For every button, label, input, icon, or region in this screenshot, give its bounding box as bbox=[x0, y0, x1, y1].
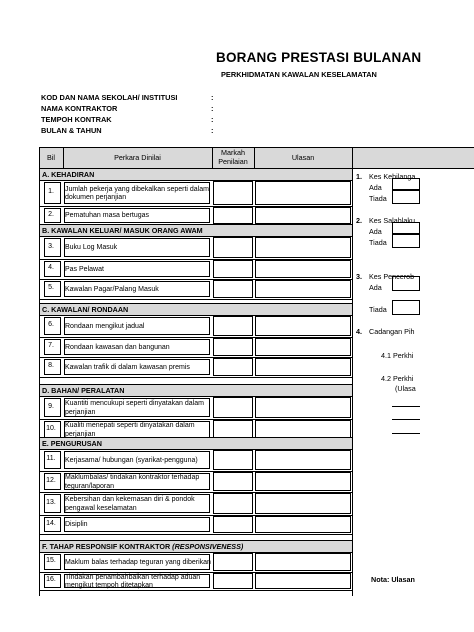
row-number-box bbox=[44, 421, 61, 438]
row-item-box bbox=[64, 208, 210, 223]
ulasan-input-cell[interactable] bbox=[255, 358, 351, 376]
row-number-box bbox=[44, 574, 61, 588]
row-item-text: Kebersihan dan kekemasan diri & pondok pengawal keselamatan bbox=[65, 496, 195, 512]
markah-input-cell[interactable] bbox=[213, 280, 253, 298]
row-number: 16. bbox=[46, 576, 56, 583]
markah-input-cell[interactable] bbox=[213, 338, 253, 356]
side-q4-label: Cadangan Pih bbox=[369, 327, 415, 336]
row-item-box bbox=[64, 281, 210, 297]
side-header-band bbox=[352, 147, 474, 168]
section-title: B. KAWALAN KELUAR/ MASUK ORANG AWAM bbox=[42, 226, 203, 235]
section-border-bottom bbox=[39, 449, 352, 450]
row-item-box bbox=[64, 359, 210, 375]
header-column-divider bbox=[212, 147, 213, 168]
row-item-text: Rondaan mengikut jadual bbox=[65, 322, 145, 330]
side-header-border-bottom bbox=[352, 168, 474, 169]
row-number-box bbox=[44, 238, 61, 257]
ulasan-input-cell[interactable] bbox=[255, 316, 351, 336]
col-header-bil: Bil bbox=[47, 153, 55, 162]
row-number-box bbox=[44, 208, 61, 223]
row-number: 5. bbox=[48, 284, 54, 291]
row-number: 13. bbox=[46, 498, 56, 506]
ulasan-input-cell[interactable] bbox=[255, 450, 351, 470]
row-number: 8. bbox=[48, 362, 54, 369]
row-number: 4. bbox=[48, 264, 54, 271]
section-title-emphasis: (RESPONSIVENESS) bbox=[170, 542, 244, 551]
side-q1-ada-box[interactable] bbox=[392, 178, 420, 190]
side-q2-tiada: Tiada bbox=[369, 238, 387, 247]
row-item-box bbox=[64, 574, 210, 588]
side-q3-label: Kes Pencerob bbox=[369, 272, 415, 281]
row-divider bbox=[39, 377, 352, 378]
markah-input-cell[interactable] bbox=[213, 181, 253, 205]
table-border-top bbox=[39, 147, 352, 148]
section-border-bottom bbox=[39, 396, 352, 397]
row-item-text: Kualiti menepati seperti dinyatakan dalam perjanjian bbox=[65, 422, 195, 438]
row-number-box bbox=[44, 517, 61, 532]
ulasan-input-cell[interactable] bbox=[255, 397, 351, 418]
row-number-box bbox=[44, 451, 61, 469]
row-item-box bbox=[64, 182, 210, 204]
form-subtitle: PERKHIDMATAN KAWALAN KESELAMATAN bbox=[221, 70, 377, 79]
ulasan-input-cell[interactable] bbox=[255, 338, 351, 356]
col-header-markah: Markah Penilaian bbox=[218, 148, 248, 166]
side-header-border-top bbox=[352, 147, 474, 148]
section-title: F. TAHAP RESPONSIF KONTRAKTOR (RESPONSIVENESS) bbox=[42, 542, 244, 551]
row-divider bbox=[39, 534, 352, 535]
row-item-box bbox=[64, 494, 210, 513]
row-item-text: Rondaan kawasan dan bangunan bbox=[65, 343, 170, 351]
row-item-text: Jumlah pekerja yang dibekalkan seperti dalam dokumen perjanjian bbox=[65, 185, 209, 201]
row-number-box bbox=[44, 281, 61, 297]
col-header-perkara: Perkara Dinilai bbox=[114, 153, 161, 162]
row-number-box bbox=[44, 339, 61, 355]
side-q1-label: Kes Kehilanga bbox=[369, 172, 416, 181]
info-label-month-year: BULAN & TAHUN bbox=[41, 126, 102, 135]
info-colon: : bbox=[211, 115, 214, 124]
markah-input-cell[interactable] bbox=[213, 237, 253, 258]
col-header-ulasan: Ulasan bbox=[291, 153, 315, 162]
side-q2-no: 2. bbox=[356, 216, 362, 225]
row-item-text: Tindakan penambahbaikan terhadap aduan mengikut tempoh ditetapkan bbox=[65, 573, 201, 589]
side-answer-line[interactable] bbox=[392, 433, 420, 434]
table-border-left bbox=[39, 147, 40, 596]
row-number-box bbox=[44, 494, 61, 513]
side-q3-ada: Ada bbox=[369, 283, 382, 292]
info-label-contractor: NAMA KONTRAKTOR bbox=[41, 104, 118, 113]
side-answer-line[interactable] bbox=[392, 419, 420, 420]
row-number: 3. bbox=[48, 242, 54, 250]
side-answer-line[interactable] bbox=[392, 406, 420, 407]
side-note: Nota: Ulasan bbox=[371, 575, 415, 584]
section-title: D. BAHAN/ PERALATAN bbox=[42, 386, 125, 395]
side-q1-tiada-box[interactable] bbox=[392, 190, 420, 204]
markah-input-cell[interactable] bbox=[213, 573, 253, 589]
info-colon: : bbox=[211, 104, 214, 113]
markah-input-cell[interactable] bbox=[213, 358, 253, 376]
row-divider bbox=[39, 590, 352, 591]
section-border-bottom bbox=[39, 552, 352, 553]
row-number: 10. bbox=[46, 424, 56, 432]
form-title: BORANG PRESTASI BULANAN bbox=[216, 50, 422, 65]
ulasan-input-cell[interactable] bbox=[255, 516, 351, 533]
row-number-box bbox=[44, 317, 61, 335]
row-number-box bbox=[44, 182, 61, 204]
row-item-box bbox=[64, 398, 210, 417]
markah-input-cell[interactable] bbox=[213, 207, 253, 224]
side-q3-tiada: Tiada bbox=[369, 305, 387, 314]
ulasan-input-cell[interactable] bbox=[255, 181, 351, 205]
ulasan-input-cell[interactable] bbox=[255, 472, 351, 491]
ulasan-input-cell[interactable] bbox=[255, 207, 351, 224]
side-q2-label: Kes Salahlaku bbox=[369, 216, 415, 225]
row-item-text: Pematuhan masa bertugas bbox=[65, 212, 150, 220]
markah-input-cell[interactable] bbox=[213, 493, 253, 514]
row-item-box bbox=[64, 451, 210, 469]
section-title: E. PENGURUSAN bbox=[42, 439, 102, 448]
header-column-divider bbox=[254, 147, 255, 168]
markah-input-cell[interactable] bbox=[213, 553, 253, 571]
row-item-box bbox=[64, 517, 210, 532]
side-q1-tiada: Tiada bbox=[369, 194, 387, 203]
markah-input-cell[interactable] bbox=[213, 397, 253, 418]
side-q2-ada-box[interactable] bbox=[392, 222, 420, 234]
section-title: C. KAWALAN/ RONDAAN bbox=[42, 305, 129, 314]
row-number-box bbox=[44, 398, 61, 417]
row-item-text: Buku Log Masuk bbox=[65, 244, 118, 252]
header-column-divider bbox=[63, 147, 64, 168]
section-title: A. KEHADIRAN bbox=[42, 170, 95, 179]
ulasan-input-cell[interactable] bbox=[255, 280, 351, 298]
row-number-box bbox=[44, 473, 61, 490]
row-number-box bbox=[44, 554, 61, 570]
section-border-top bbox=[39, 224, 352, 225]
row-number: 11. bbox=[46, 455, 56, 462]
row-number: 12. bbox=[46, 476, 56, 484]
section-border-top bbox=[39, 437, 352, 438]
table-border-right bbox=[352, 147, 353, 596]
section-border-bottom bbox=[39, 236, 352, 237]
markah-input-cell[interactable] bbox=[213, 450, 253, 470]
row-item-text: Kuantiti mencukupi seperti dinyatakan dalam perjanjian bbox=[65, 400, 204, 416]
side-q41-label: 4.1 Perkhi bbox=[381, 351, 414, 360]
row-number: 6. bbox=[48, 321, 54, 328]
row-item-text: Kawalan Pagar/Palang Masuk bbox=[65, 285, 159, 293]
row-item-box bbox=[64, 421, 210, 438]
side-q42-label: 4.2 Perkhi bbox=[381, 374, 414, 383]
row-item-text: Maklumbalas/ tindakan kontraktor terhadap teguran/laporan bbox=[65, 474, 200, 490]
row-number: 14. bbox=[46, 519, 56, 527]
ulasan-input-cell[interactable] bbox=[255, 493, 351, 514]
row-number-box bbox=[44, 359, 61, 375]
ulasan-input-cell[interactable] bbox=[255, 553, 351, 571]
side-q3-no: 3. bbox=[356, 272, 362, 281]
row-item-box bbox=[64, 473, 210, 490]
section-border-top bbox=[39, 540, 352, 541]
ulasan-input-cell[interactable] bbox=[255, 260, 351, 278]
row-item-text: Maklum balas terhadap teguran yang diberikan bbox=[65, 558, 211, 566]
row-item-box bbox=[64, 554, 210, 570]
row-number: 15. bbox=[46, 557, 56, 564]
info-label-contract-period: TEMPOH KONTRAK bbox=[41, 115, 112, 124]
ulasan-input-cell[interactable] bbox=[255, 237, 351, 258]
row-item-box bbox=[64, 238, 210, 257]
markah-input-cell[interactable] bbox=[213, 316, 253, 336]
section-border-bottom bbox=[39, 180, 352, 181]
side-q42-note: (Ulasa bbox=[395, 384, 416, 393]
row-item-box bbox=[64, 317, 210, 335]
side-q3-tiada-box[interactable] bbox=[392, 300, 420, 315]
row-item-text: Kawalan trafik di dalam kawasan premis bbox=[65, 363, 190, 371]
side-q2-ada: Ada bbox=[369, 227, 382, 236]
section-border-top bbox=[39, 303, 352, 304]
ulasan-input-cell[interactable] bbox=[255, 573, 351, 589]
row-number: 7. bbox=[48, 342, 54, 349]
info-colon: : bbox=[211, 126, 214, 135]
side-q1-no: 1. bbox=[356, 172, 362, 181]
side-q3-ada-box[interactable] bbox=[392, 276, 420, 291]
section-border-bottom bbox=[39, 315, 352, 316]
row-divider bbox=[39, 299, 352, 300]
side-q4-no: 4. bbox=[356, 327, 362, 336]
row-number: 2. bbox=[48, 210, 54, 218]
side-q1-ada: Ada bbox=[369, 183, 382, 192]
info-colon: : bbox=[211, 93, 214, 102]
side-q2-tiada-box[interactable] bbox=[392, 234, 420, 248]
row-number: 1. bbox=[48, 188, 54, 195]
section-border-top bbox=[39, 168, 352, 169]
row-item-box bbox=[64, 261, 210, 277]
markah-input-cell[interactable] bbox=[213, 516, 253, 533]
markah-input-cell[interactable] bbox=[213, 472, 253, 491]
markah-input-cell[interactable] bbox=[213, 260, 253, 278]
row-item-text: Kerjasama/ hubungan (syarikat-pengguna) bbox=[65, 456, 198, 464]
section-border-top bbox=[39, 384, 352, 385]
row-item-text: Disiplin bbox=[65, 521, 88, 529]
row-item-box bbox=[64, 339, 210, 355]
row-item-text: Pas Pelawat bbox=[65, 265, 104, 273]
row-number: 9. bbox=[48, 402, 54, 410]
row-number-box bbox=[44, 261, 61, 277]
info-label-school: KOD DAN NAMA SEKOLAH/ INSTITUSI bbox=[41, 93, 178, 102]
